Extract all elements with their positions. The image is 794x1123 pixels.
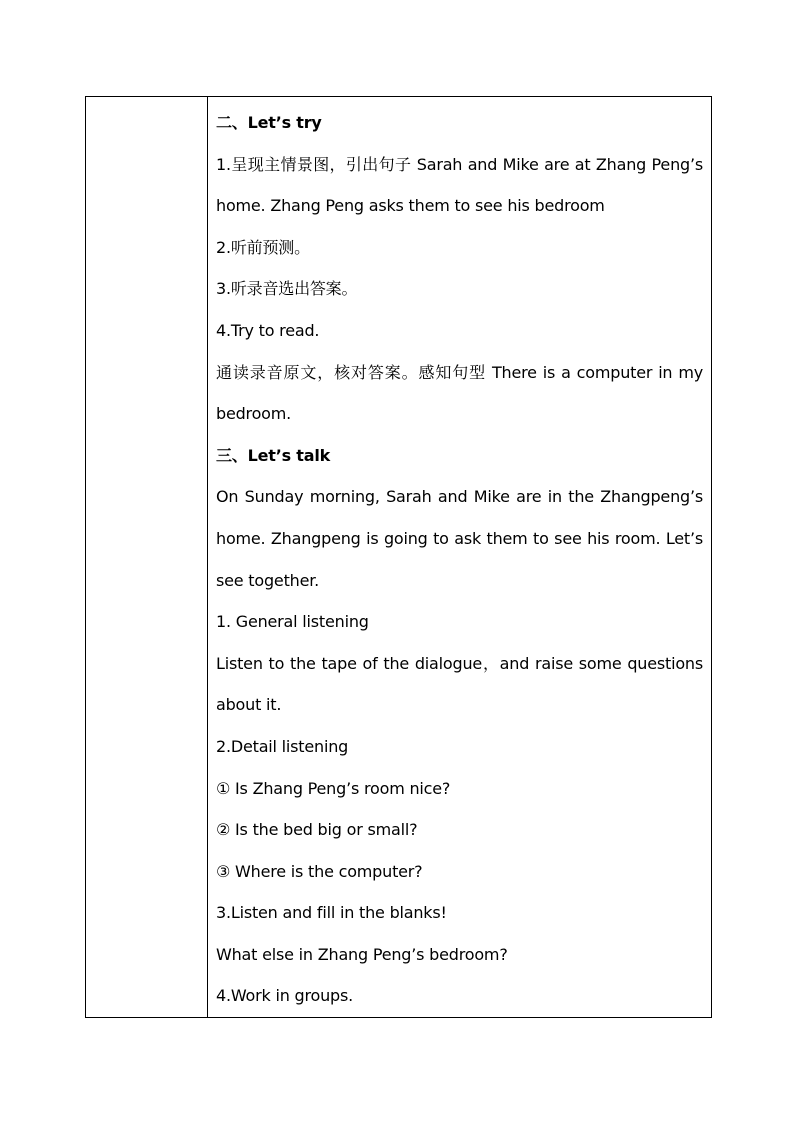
text-line: 1.呈现主情景图，引出句子 Sarah and Mike are at Zhang Peng’s (216, 154, 703, 174)
text-line: 4.Work in groups. (216, 986, 354, 1006)
text-line: 3.听录音选出答案。 (216, 279, 358, 299)
text-line: 3.Listen and fill in the blanks! (216, 903, 447, 923)
text-line: 4.Try to read. (216, 320, 320, 340)
lesson-content-cell (208, 97, 712, 1018)
text-line: see together. (216, 570, 320, 590)
lesson-plan-table (85, 96, 712, 1018)
text-line: 2.Detail listening (216, 736, 349, 756)
text-line: ① Is Zhang Peng’s room nice? (216, 778, 451, 798)
text-line: about it. (216, 695, 282, 715)
section-heading: 三、Let’s talk (216, 445, 331, 465)
text-line: bedroom. (216, 404, 292, 424)
text-line: On Sunday morning, Sarah and Mike are in the Zhangpeng’s (216, 487, 703, 507)
text-line: home. Zhang Peng asks them to see his bedroom (216, 196, 605, 216)
text-line: Listen to the tape of the dialogue，and raise some questions (216, 653, 703, 673)
text-line: 1. General listening (216, 612, 369, 632)
text-line: ② Is the bed big or small? (216, 820, 418, 840)
text-line: What else in Zhang Peng’s bedroom? (216, 944, 508, 964)
text-line: 通读录音原文，核对答案。感知句型 There is a computer in my (216, 362, 703, 382)
section-heading: 二、Let’s try (216, 113, 322, 132)
text-line: home. Zhangpeng is going to ask them to see his room. Let’s (216, 528, 703, 548)
text-line: 2.听前预测。 (216, 237, 310, 257)
table-row (86, 97, 712, 1018)
text-line: ③ Where is the computer? (216, 861, 423, 881)
left-empty-cell (86, 97, 208, 1018)
lesson-content (208, 97, 711, 1017)
